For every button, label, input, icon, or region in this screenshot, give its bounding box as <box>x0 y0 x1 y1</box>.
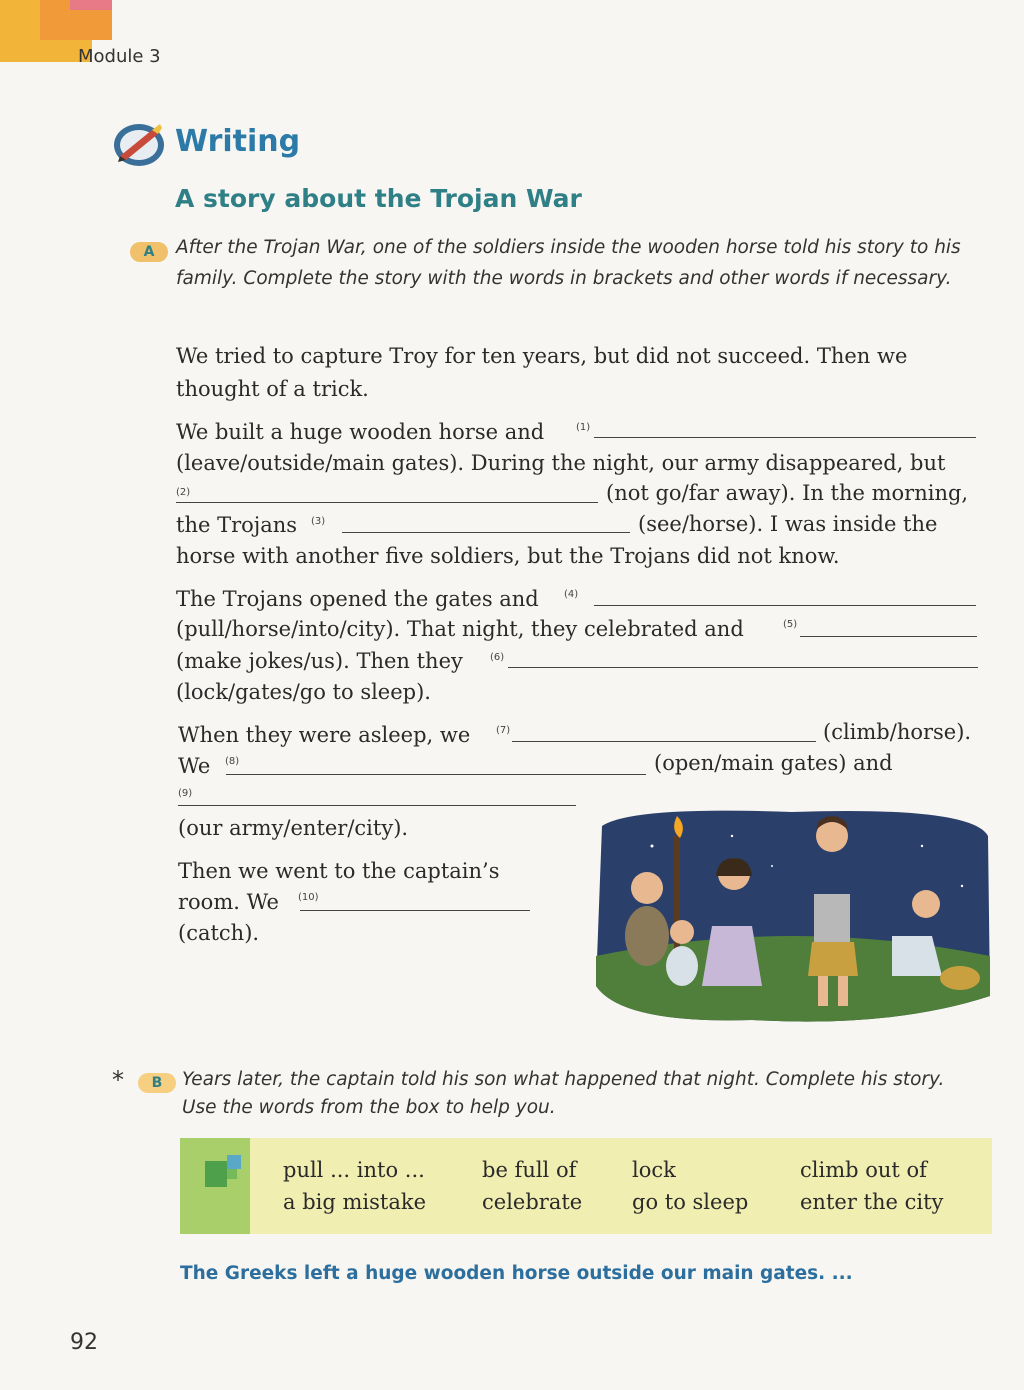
blank-marker-9: (9) <box>178 788 193 799</box>
box-decoration-square <box>227 1169 237 1179</box>
word-item: be full of <box>482 1158 577 1182</box>
blank-marker-8: (8) <box>225 756 240 767</box>
story-line: (open/main gates) and <box>654 751 893 775</box>
story-line: room. We <box>178 890 279 914</box>
blank-marker-10: (10) <box>298 892 319 903</box>
story-line: (our army/enter/city). <box>178 816 409 840</box>
answer-blank-7[interactable] <box>512 741 816 742</box>
blank-marker-6: (6) <box>490 652 505 663</box>
box-decoration-square <box>227 1155 241 1169</box>
blank-marker-1: (1) <box>576 422 591 433</box>
story-line: The Trojans opened the gates and <box>176 587 539 611</box>
page-subtitle: A story about the Trojan War <box>175 184 582 213</box>
optional-star: * <box>112 1066 124 1094</box>
exercise-a-badge: A <box>130 242 168 262</box>
answer-blank-1[interactable] <box>594 437 976 438</box>
story-line: (see/horse). I was inside the <box>638 512 938 536</box>
answer-blank-10[interactable] <box>300 910 530 911</box>
story-illustration <box>592 806 994 1028</box>
blank-marker-4: (4) <box>564 589 579 600</box>
corner-decoration-pink <box>70 0 112 10</box>
exercise-a-instruction: After the Trojan War, one of the soldiers inside the wooden horse told his story to his family. Complete the story with the words in brackets and other words if necessary. <box>176 237 961 289</box>
story-line: thought of a trick. <box>176 377 369 401</box>
story-line: the Trojans <box>176 513 298 537</box>
story-line: When they were asleep, we <box>178 723 471 747</box>
story-line: (catch). <box>178 921 260 945</box>
blank-marker-2: (2) <box>176 487 191 498</box>
story-line: (lock/gates/go to sleep). <box>176 680 431 704</box>
answer-blank-3[interactable] <box>342 532 630 533</box>
story-line: We tried to capture Troy for ten years, but did not succeed. Then we <box>176 344 908 368</box>
word-item: go to sleep <box>632 1190 749 1214</box>
answer-blank-6[interactable] <box>508 667 978 668</box>
story-line: (leave/outside/main gates). During the night, our army disappeared, but <box>176 451 946 475</box>
page-number: 92 <box>70 1330 98 1355</box>
exercise-b-instruction <box>182 1066 1002 1122</box>
blank-marker-3: (3) <box>311 516 326 527</box>
story-line: We <box>178 754 211 778</box>
section-title: Writing <box>175 124 301 159</box>
box-decoration-square <box>205 1161 227 1187</box>
story-line: (climb/horse). <box>823 720 972 744</box>
story-line: We built a huge wooden horse and <box>176 420 545 444</box>
exercise-b-badge: B <box>138 1073 176 1093</box>
word-item: climb out of <box>800 1158 927 1182</box>
pen-notebook-icon <box>112 118 168 168</box>
word-item: pull ... into ... <box>283 1158 425 1182</box>
blank-marker-7: (7) <box>496 725 511 736</box>
exercise-b-instruction-line: Use the words from the box to help you. <box>182 1097 556 1118</box>
blank-marker-5: (5) <box>783 619 798 630</box>
answer-blank-2[interactable] <box>176 502 598 503</box>
answer-blank-9[interactable] <box>178 805 576 806</box>
answer-blank-8[interactable] <box>226 774 646 775</box>
story-line: (not go/far away). In the morning, <box>606 481 969 505</box>
word-box <box>180 1138 992 1234</box>
exercise-b-instruction-line: Years later, the captain told his son what happened that night. Complete his story. <box>182 1069 945 1090</box>
word-item: lock <box>632 1158 676 1182</box>
word-item: a big mistake <box>283 1190 426 1214</box>
word-item: celebrate <box>482 1190 583 1214</box>
story-line: horse with another five soldiers, but the Trojans did not know. <box>176 544 840 568</box>
module-label: Module 3 <box>78 46 161 67</box>
answer-blank-4[interactable] <box>594 605 976 606</box>
answer-blank-5[interactable] <box>800 636 977 637</box>
example-sentence: The Greeks left a huge wooden horse outside our main gates. ... <box>180 1263 853 1284</box>
word-item: enter the city <box>800 1190 944 1214</box>
story-line: Then we went to the captain’s <box>178 859 500 883</box>
story-line: (make jokes/us). Then they <box>176 649 463 673</box>
story-line: (pull/horse/into/city). That night, they celebrated and <box>176 617 744 641</box>
